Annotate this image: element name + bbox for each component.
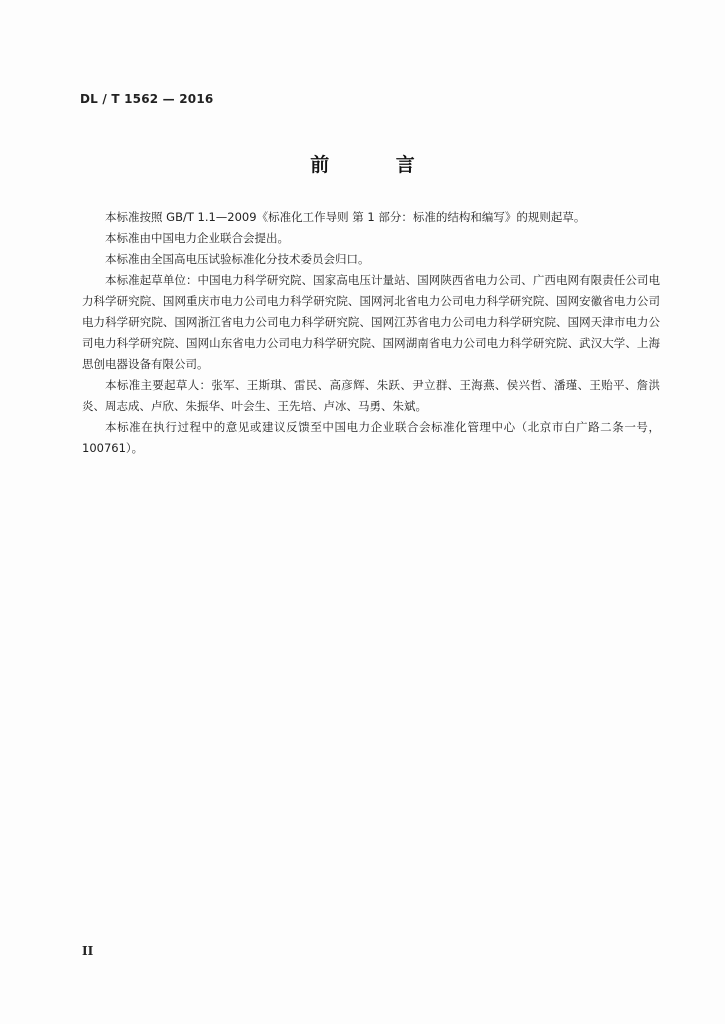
paragraph-committee: 本标准由全国高电压试验标准化分技术委员会归口。 — [105, 252, 370, 266]
paragraph-proposer: 本标准由中国电力企业联合会提出。 — [105, 231, 289, 245]
paragraph-drafting-rules: 本标准按照 GB/T 1.1—2009《标准化工作导则 第 1 部分：标准的结构和编写》的规则起草。 — [105, 210, 586, 224]
page-title: 前 言 — [310, 154, 445, 176]
page-number: II — [82, 944, 94, 958]
paragraph-feedback: 本标准在执行过程中的意见或建议反馈至中国电力企业联合会标准化管理中心（北京市白广路二条一号，100761）。 — [82, 420, 660, 455]
foreword-body — [82, 207, 660, 459]
document-code: DL / T 1562 — 2016 — [80, 92, 214, 106]
paragraph-drafters: 本标准主要起草人：张军、王斯琪、雷民、高彦辉、朱跃、尹立群、王海燕、侯兴哲、潘瑾、王贻平、詹洪炎、周志成、卢欣、朱振华、叶会生、王先培、卢冰、马勇、朱斌。 — [82, 378, 660, 413]
paragraph-drafting-units: 本标准起草单位：中国电力科学研究院、国家高电压计量站、国网陕西省电力公司、广西电网有限责任公司电力科学研究院、国网重庆市电力公司电力科学研究院、国网河北省电力公司电力科学研究院、国网安徽省电力公司电力科学研究院、国网浙江省电力公司电力科学研究院、国网江苏省电力公司电力科学研究院、国网天津市电力公司电力科学研究院、国网山东省电力公司电力科学研究院、国网湖南省电力公司电力科学研究院、武汉大学、上海思创电器设备有限公司。 — [82, 273, 660, 371]
